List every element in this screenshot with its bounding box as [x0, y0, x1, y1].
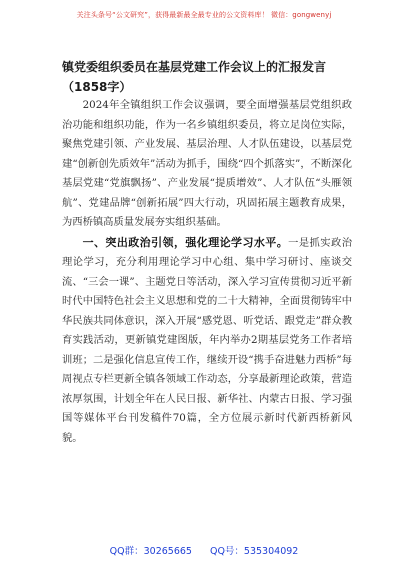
- qq-group-text: QQ群：30265665: [109, 546, 192, 557]
- document-body: [62, 96, 352, 448]
- promo-banner: 关注头条号“公文研究”，获得最新最全最专业的公文资料库！ 微信：gongwenyj: [76, 11, 332, 19]
- section-1-body: 一是抓实政治理论学习，充分利用理论学习中心组、集中学习研讨、座谈交流、“三会一课”、主题党日等活动，深入学习宣传贯彻习近平新时代中国特色社会主义思想和党的二十大精神，全面贯彻铸牢中华民族共同体意识，深入开展“感党恩、听党话、跟党走”群众教育实践活动，更新镇党建图版，年内举办2期基层党务工作者培训班；二是强化信息宣传工作，继续开设“携手奋进魅力西桥”每周视点专栏更新全镇各领域工作动态，分享最新理论政策，营造浓厚氛围，计划全年在人民日报、新华社、内蒙古日报、学习强国等媒体平台刊发稿件70篇，全方位展示新时代新西桥新风貌。: [62, 236, 352, 444]
- intro-paragraph: 2024年全镇组织工作会议强调，要全面增强基层党组织政治功能和组织功能，作为一名乡镇组织委员，将立足岗位实际，聚焦党建引领、产业发展、基层治理、人才队伍建设，以基层党建“创新创先质效年”活动为抓手，围绕“四个抓落实”，不断深化基层党建“党旗飘扬”、产业发展“提质增效”、人才队伍“头雁领航”、党建品牌“创新拓展”四大行动，巩固拓展主题教育成果，为西桥镇高质量发展夯实组织基础。: [62, 99, 352, 228]
- document-title: 镇党委组织委员在基层党建工作会议上的汇报发言（1858字）: [62, 60, 327, 94]
- qq-number-text: QQ号：535304092: [209, 546, 299, 557]
- section-1-paragraph: [62, 233, 352, 449]
- section-1-heading: 一、突出政治引领，强化理论学习水平。: [82, 235, 289, 249]
- contact-footer: [0, 543, 408, 557]
